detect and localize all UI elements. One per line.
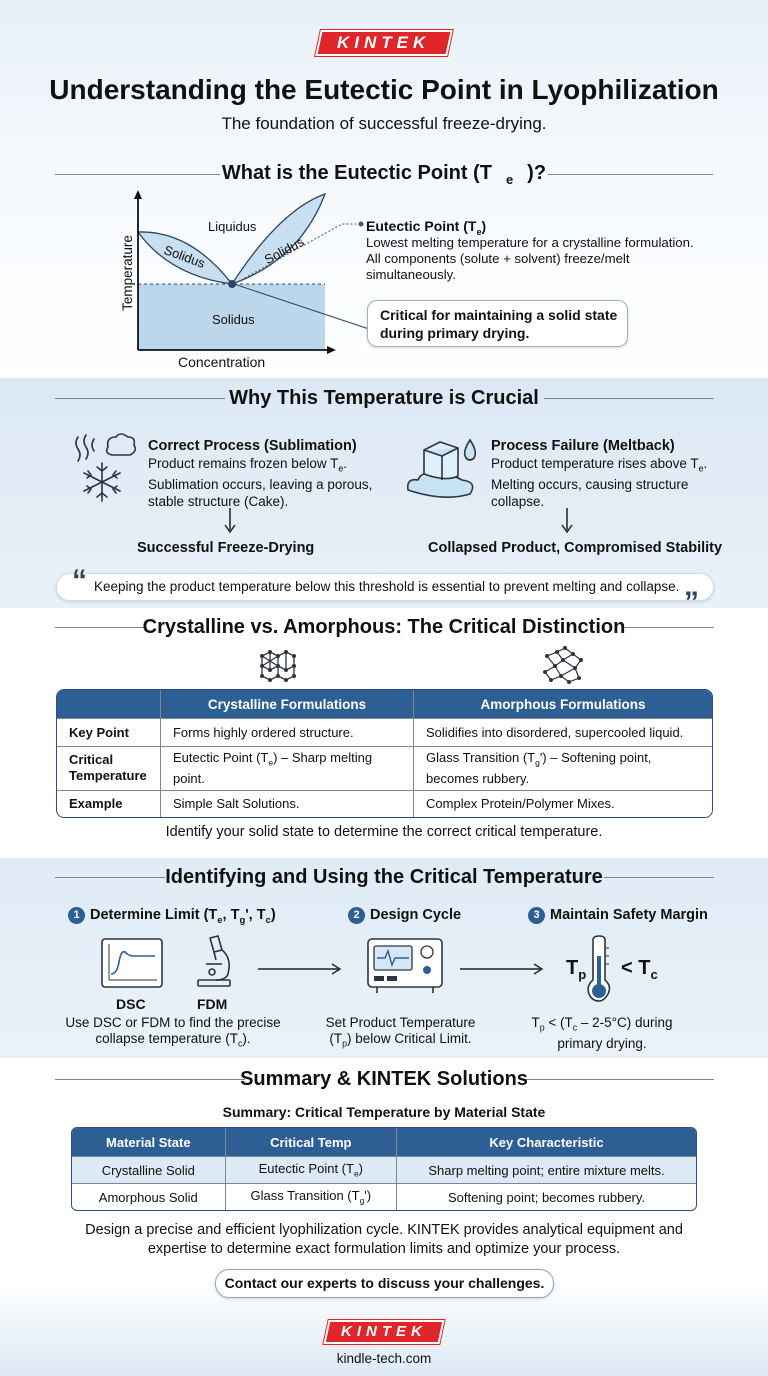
table-header-row [57,690,712,718]
x-axis-label: Concentration [178,354,266,370]
cell-sub: g [359,1195,365,1206]
step3-sub2: c [572,1022,578,1033]
distinction-footer: Identify your solid state to determine the correct critical temperature. [165,824,603,840]
sublimation-icon [72,433,138,503]
quote-close: ” [684,586,699,619]
step1-title [68,907,276,928]
cell: Simple Salt Solutions. [160,790,413,817]
callout-title-end: ) [481,218,487,234]
table-row [72,1156,696,1183]
step2-text-a: Set Product Temperature (T [325,1015,476,1046]
step1-text-b: ). [242,1031,251,1046]
callout-connector [230,220,380,340]
header-blank [57,690,160,718]
cell-part: Glass Transition (T [426,750,536,765]
step1-sub: e [217,913,223,925]
failure-text-b: . Melting occurs, causing structure collapse. [491,456,708,509]
title-part: What is the Eutectic Point (T [221,162,492,184]
step1-sub: c [265,913,271,925]
section-title-summary: Summary & KINTEK Solutions [240,1068,528,1090]
tc-t: T [638,957,651,979]
step1-text-sub: c [237,1038,243,1049]
row-label-key-point: Key Point [57,718,160,746]
cell-part: ') [364,1188,372,1204]
control-panel-icon [367,938,443,994]
correct-text-b: . Sublimation occurs, leaving a porous, stable structure (Cake). [148,456,373,509]
step1-part: Determine Limit (T [90,907,218,923]
thermometer-icon [584,934,614,1004]
step2-text-sub: p [342,1038,348,1049]
lt-sign: < [621,957,633,979]
step1-part: , T [222,907,240,923]
cell-part: Glass Transition (T [250,1188,360,1204]
cell: Complex Protein/Polymer Mixes. [413,790,712,817]
step2-title [348,907,461,924]
summary-table-title: Summary: Critical Temperature by Material State [222,1104,546,1120]
solidus-bottom-label: Solidus [212,312,255,327]
page-title: Understanding the Eutectic Point in Lyophilization [49,74,719,105]
step3-text-c: – 2-5°C) during primary drying. [557,1015,673,1051]
arrow-down-right [560,508,574,534]
kintek-logo-top [315,30,453,56]
header-critical-temp: Critical Temp [225,1128,396,1156]
cell: Crystalline Solid [72,1156,225,1183]
table-row [57,746,712,790]
eutectic-title-text [194,162,574,187]
arrow-right-1 [258,962,342,976]
correct-process-text [148,456,383,510]
fdm-label: FDM [197,996,228,1012]
cell-sub: e [268,757,274,768]
table-row [57,718,712,746]
arrow-right-2 [460,962,544,976]
step3-title-text: Maintain Safety Margin [550,907,708,923]
dsc-icon [101,938,163,988]
tp-t: T [566,957,579,979]
dsc-label: DSC [116,996,146,1012]
cell-part: ) – Sharp melting point. [172,750,373,786]
step2-number: 2 [348,907,365,924]
quote-text: Keeping the product temperature below this threshold is essential to prevent melting and collapse. [94,579,680,594]
step1-part: ) [270,907,276,923]
liquidus-label: Liquidus [208,219,257,234]
cell [413,746,712,790]
amorphous-network-icon [541,646,585,684]
correct-text-sub: e [338,463,344,474]
callout-text: Lowest melting temperature for a crystalline formulation. All components (solute + solvent) freeze/melt simultaneously. [366,235,694,282]
quote-open: “ [72,564,87,597]
correct-text-a: Product remains frozen below T [148,456,339,471]
crystalline-lattice-icon [254,648,300,684]
summary-table [71,1127,697,1211]
step3-text-a: T [531,1015,540,1030]
header-key-characteristic: Key Characteristic [396,1128,696,1156]
cell: Amorphous Solid [72,1183,225,1210]
title-sub: e [505,172,514,187]
summary-paragraph: Design a precise and efficient lyophilization cycle. KINTEK provides analytical equipment and expertise to determine exact formulation limits and optimize your process. [85,1222,683,1257]
step1-part: ', T [245,907,266,923]
tc-sub: c [650,967,658,982]
process-failure-title: Process Failure (Meltback) [491,438,675,454]
thermo-tp [566,957,586,986]
step3-sub1: p [539,1022,545,1033]
header-material-state: Material State [72,1128,225,1156]
step2-text-b: ) below Critical Limit. [347,1031,472,1046]
solidus-left-label: Solidus [161,242,208,271]
arrow-down-left [223,508,237,534]
step3-text-b: < (T [544,1015,573,1030]
contact-experts-label[interactable]: Contact our experts to discuss your challenges. [224,1275,545,1291]
cell-part: ') – Softening point, becomes rubbery. [426,750,652,786]
y-axis-label: Temperature [120,235,135,311]
process-failure-text [491,456,721,510]
cell: Sharp melting point; entire mixture melts. [396,1156,696,1183]
summary-header-row [72,1128,696,1156]
successful-result: Successful Freeze-Drying [137,540,315,556]
thermo-lt-tc [621,957,658,986]
page-subtitle: The foundation of successful freeze-drying. [221,114,547,133]
x-arrow [327,346,336,354]
step1-number: 1 [68,907,85,924]
step2-text [318,1015,483,1052]
collapsed-result: Collapsed Product, Compromised Stability [428,540,723,556]
cell: Softening point; becomes rubbery. [396,1183,696,1210]
row-label-critical-temp: Critical Temperature [57,746,160,790]
correct-process-title: Correct Process (Sublimation) [148,438,357,454]
row-label-example: Example [57,790,160,817]
step3-text [512,1015,692,1052]
site-url[interactable]: kindle-tech.com [336,1351,432,1366]
table-row [57,790,712,817]
cell-part: ) [358,1161,363,1177]
section-title-identifying: Identifying and Using the Critical Temperature [165,866,603,888]
logo-text-top: KINTEK [337,33,431,52]
table-row [72,1183,696,1210]
meltback-icon [404,432,484,504]
y-arrow [134,190,142,199]
microscope-icon [192,934,234,990]
step1-sub: g [239,913,246,925]
callout-title-sub: e [476,226,482,237]
section-title-eutectic [0,162,768,187]
cell-sub: e [353,1168,359,1179]
section-title-crucial: Why This Temperature is Crucial [229,387,539,409]
section-title-distinction: Crystalline vs. Amorphous: The Critical Distinction [142,616,626,638]
failure-text-sub: e [698,463,704,474]
cell: Forms highly ordered structure. [160,718,413,746]
critical-note-text: Critical for maintaining a solid state during primary drying. [380,307,618,341]
step3-number: 3 [528,907,545,924]
tp-sub: p [578,967,587,982]
header-amorphous: Amorphous Formulations [413,690,712,718]
callout-title-part: Eutectic Point (T [366,218,477,234]
step3-title [528,907,708,924]
cell-part: Eutectic Point (T [258,1161,354,1177]
cell-sub: g [535,757,540,768]
cell [225,1183,396,1210]
title-end: )? [527,162,547,184]
logo-text-bottom: KINTEK [341,1323,427,1340]
step2-title-text: Design Cycle [370,907,462,923]
kintek-logo-bottom [323,1320,444,1344]
cell-part: Eutectic Point (T [172,750,269,765]
failure-text-a: Product temperature rises above T [491,456,699,471]
header-crystalline: Crystalline Formulations [160,690,413,718]
distinction-table [56,689,713,818]
cell [225,1156,396,1183]
step1-text-a: Use DSC or FDM to find the precise collapse temperature (T [65,1015,281,1046]
cell [160,746,413,790]
step1-text [58,1015,288,1052]
solidus-right-label: Solidus [261,233,307,268]
cell: Solidifies into disordered, supercooled liquid. [413,718,712,746]
